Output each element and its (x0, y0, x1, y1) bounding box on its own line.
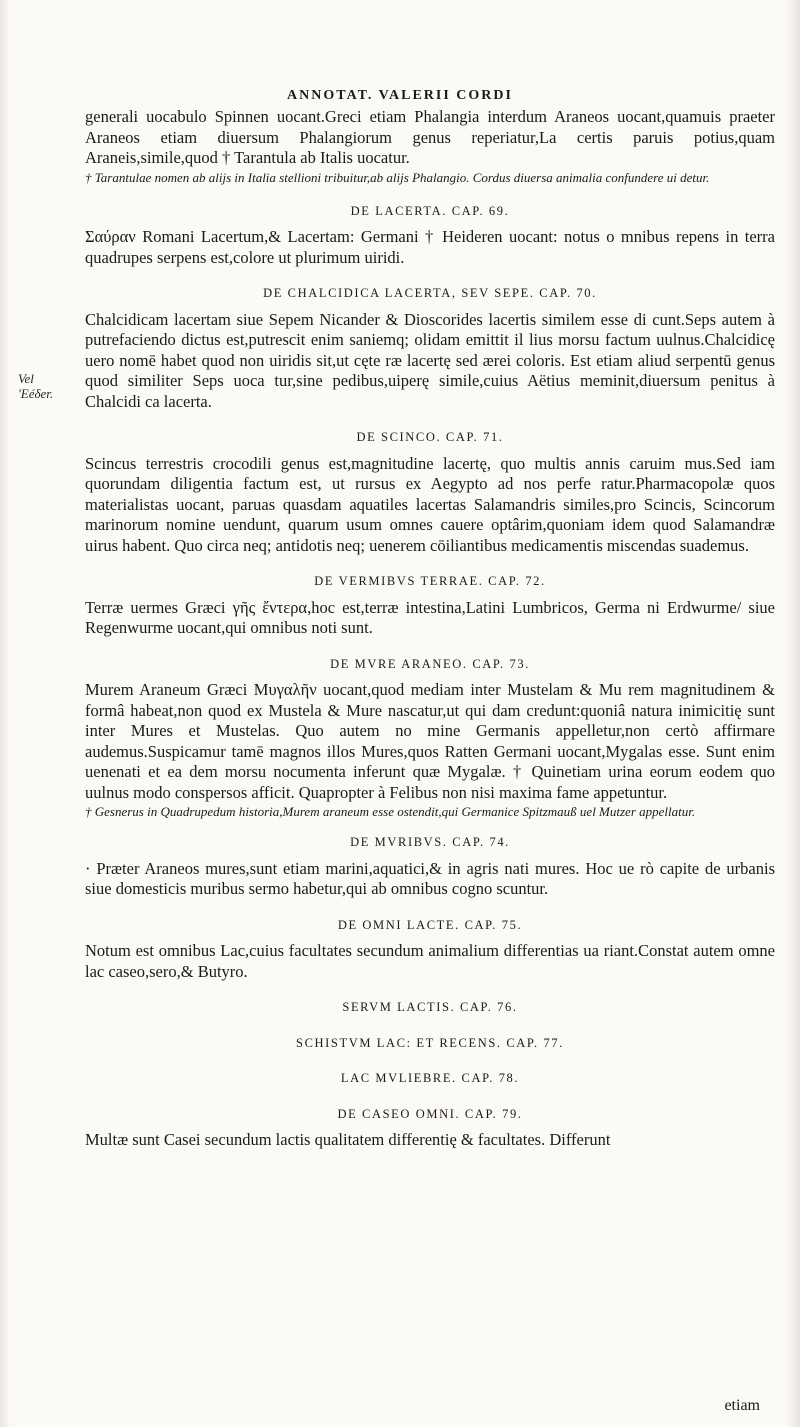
footnote-tarantula: † Tarantulae nomen ab alijs in Italia stellioni tribuitur,ab alijs Phalangio. Cordus diuersa animalia confundere ui detur. (85, 169, 710, 185)
margin-note (18, 371, 53, 401)
margin-note-line-2: 'Eéδer. (18, 386, 54, 401)
footnote-gesnerus: † Gesnerus in Quadrupedum historia,Murem araneum esse ostendit,qui Germanice Spitzmauß uel Mutzer appellatur. (85, 804, 696, 819)
main-text (85, 107, 775, 1151)
heading-cap-79: DE CASEO OMNI. CAP. 79. (337, 1106, 523, 1121)
catchword: etiam (724, 1397, 760, 1414)
paragraph-cap-79: Multæ sunt Casei secundum lactis qualitatem differentię & facultates. Differunt (85, 1130, 611, 1149)
running-head: ANNOTAT. VALERII CORDI (287, 88, 513, 103)
paragraph-cap-70: Chalcidicam lacertam siue Sepem Nicander & Dioscorides lacertis similem esse di cunt.Seps autem à putrefaciendo dictus est,putrescit enim saniemq; olidam emittit il lius morsu factum uulnus.Chalcidicę uero nomē habet quod non uiridis sit,ut cęte ræ lacertę sed ærei coloris. Est etiam aliud serpentū genus quod similiter Seps uoca tur,sine pedibus,uiperę simile,cuius Aëtius meminit,diuersum penitus à Chalcidi ca lacerta. (85, 309, 775, 411)
heading-cap-77: SCHISTVM LAC: ET RECENS. CAP. 77. (296, 1035, 564, 1050)
paragraph-cap-73: Murem Araneum Græci Μυγαλῆν uocant,quod mediam inter Mustelam & Mu rem magnitudinem & formâ habeat,non quod ex Mustela & Mure nascatur,ut qui dam credunt:quoniâ natura inimicitię sunt inter Mures et Mustelas. Quo autem no mine Germanis appelletur,non certò affirmare audemus.Suspicamur tamē magnos illos Mures,quos Ratten Germani uocant,Mygalas esse. Sunt enim uenenati et ea dem morsu nocumenta inferunt quæ Mygalæ. † Quinetiam urina eorum eodem quo uulnus modo conspersos afficit. Quapropter à Felibus non nisi maxima fame appetuntur. (85, 680, 775, 802)
heading-cap-71: DE SCINCO. CAP. 71. (356, 430, 504, 444)
margin-note-line-1: Vel (18, 371, 34, 386)
paragraph-cap-72: Terræ uermes Græci γῆς ἔντερα,hoc est,terræ intestina,Latini Lumbricos, Germa ni Erdwurme/ siue Regenwurme uocant,qui omnibus noti sunt. (85, 597, 775, 637)
heading-cap-74: DE MVRIBVS. CAP. 74. (350, 835, 510, 849)
heading-cap-75: DE OMNI LACTE. CAP. 75. (337, 917, 523, 932)
paragraph-cap-75: Notum est omnibus Lac,cuius facultates secundum animalium differentias ua riant.Constat autem omne lac caseo,sero,& Butyro. (85, 941, 775, 981)
heading-cap-78: LAC MVLIEBRE. CAP. 78. (340, 1071, 520, 1085)
page-right-shadow (786, 0, 800, 1427)
heading-cap-76: SERVM LACTIS. CAP. 76. (342, 1000, 518, 1014)
paragraph-cap-74: · Præter Araneos mures,sunt etiam marini,aquatici,& in agris nati mures. Hoc ue rò capite de urbanis siue domesticis muribus sermo habetur,qui ab omnibus cogno scuntur. (85, 858, 775, 898)
heading-cap-73: DE MVRE ARANEO. CAP. 73. (330, 656, 530, 671)
paragraph-cap-69: Σαύραν Romani Lacertum,& Lacertam: Germani † Heideren uocant: notus o mnibus repens in terra quadrupes serpens est,colore ut plurimum uiridi. (85, 227, 775, 267)
page-left-shadow (0, 0, 10, 1427)
heading-cap-69: DE LACERTA. CAP. 69. (350, 203, 510, 218)
heading-cap-72: DE VERMIBVS TERRAE. CAP. 72. (314, 574, 546, 588)
paragraph-cap-71: Scincus terrestris crocodili genus est,magnitudine lacertę, quo multis annis caruim mus.Sed iam quorundam diligentia factum est, ut rursus ex Aegypto ad nos perfe ratur.Pharmacopolæ quos materialistas uocant, paruas quasdam aquatiles lacertas Salamandris similes,pro Scincis, Scincorum marinorum nomine uendunt, quarum usum omnes cauere optârim,quoniam idem quod Salamandræ uirus habent. Quo circa neq; antidotis neq; uenerem cōiliantibus medicamentis miscendas suademus. (85, 453, 775, 555)
heading-cap-70: DE CHALCIDICA LACERTA, SEV SEPE. CAP. 70. (263, 286, 597, 300)
paragraph-spiders: generali uocabulo Spinnen uocant.Greci etiam Phalangia interdum Araneos uocant,quamuis praeter Araneos etiam diuersum Phalangiorum genus reperiatur,La certis paruis potius,quam Araneis,simile,quod † Tarantula ab Italis uocatur. (85, 107, 775, 167)
